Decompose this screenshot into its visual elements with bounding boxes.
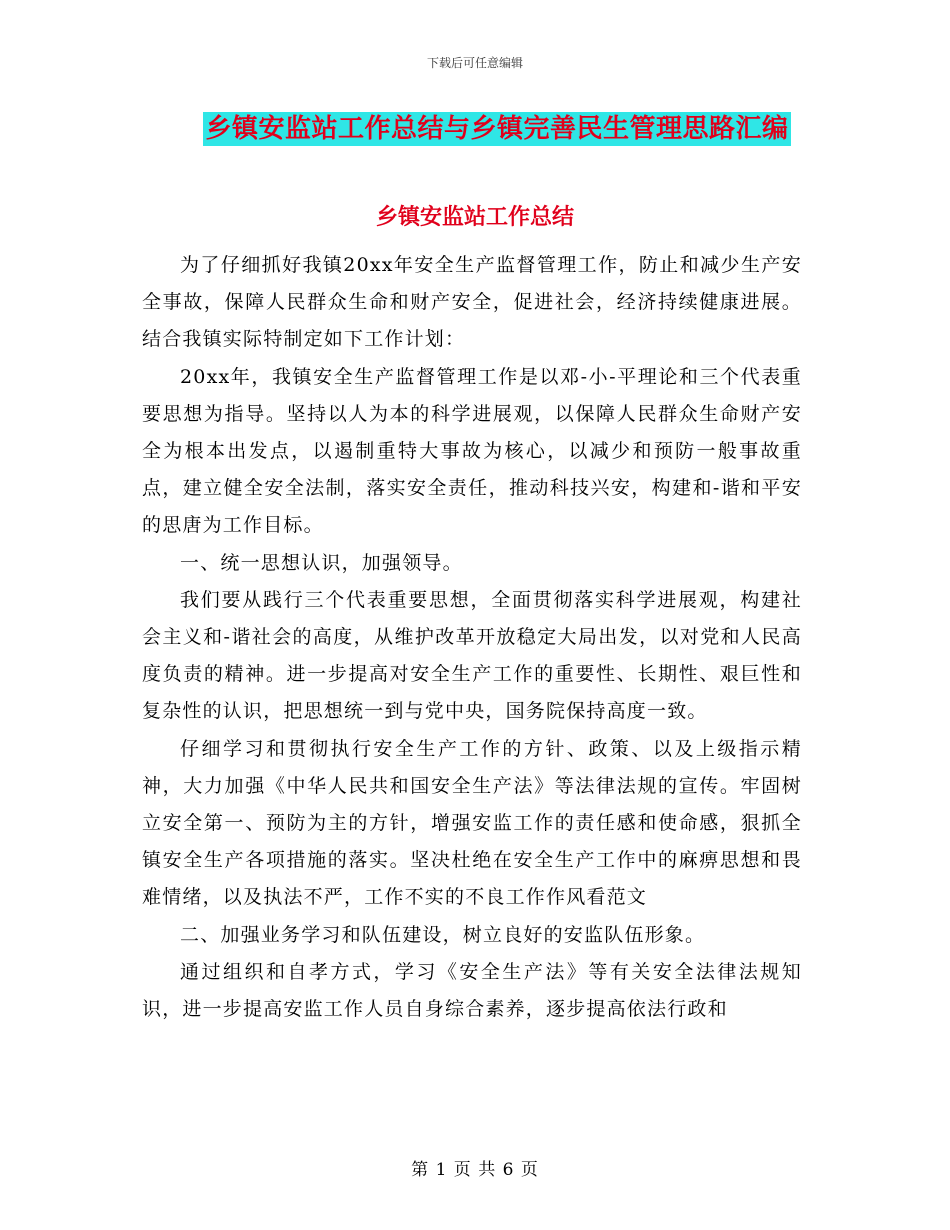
page-header-note: 下载后可任意编辑: [426, 56, 523, 70]
paragraph: 通过组织和自孝方式，学习《安全生产法》等有关安全法律法规知识，进一步提高安监工作人员自身综合素养，逐步提高依法行政和: [142, 960, 802, 1021]
paragraph: 我们要从践行三个代表重要思想，全面贯彻落实科学进展观，构建社会主义和-谐社会的高度，从维护改革开放稳定大局出发，以对党和人民高度负责的精神。进一步提高对安全生产工作的重要性、长期性、艰巨性和复杂性的认识，把思想统一到与党中央，国务院保持高度一致。: [142, 588, 802, 723]
document-title: 乡镇安监站工作总结与乡镇完善民生管理思路汇编: [205, 114, 789, 144]
paragraph: 仔细学习和贯彻执行安全生产工作的方针、政策、以及上级指示精神，大力加强《中华人民共和国安全生产法》等法律法规的宣传。牢固树立安全第一、预防为主的方针，增强安监工作的责任感和使命感，狠抓全镇安全生产各项措施的落实。坚决杜绝在安全生产工作中的麻痹思想和畏难情绪，以及执法不严，工作不实的不良工作作风看范文: [142, 737, 802, 909]
section-title: 乡镇安监站工作总结: [375, 205, 574, 230]
document-title-container: [0, 112, 950, 146]
document-body: [142, 247, 802, 1028]
paragraph: 20xx年，我镇安全生产监督管理工作是以邓-小-平理论和三个代表重要思想为指导。坚持以人为本的科学进展观，以保障人民群众生命财产安全为根本出发点，以遏制重特大事故为核心，以减少和预防一般事故重点，建立健全安全法制，落实安全责任，推动科技兴安，构建和-谐和平安的思唐为工作目标。: [142, 365, 802, 537]
paragraph: 为了仔细抓好我镇20xx年安全生产监督管理工作，防止和减少生产安全事故，保障人民群众生命和财产安全，促进社会，经济持续健康进展。结合我镇实际特制定如下工作计划：: [142, 254, 802, 351]
paragraph-heading: 二、加强业务学习和队伍建设，树立良好的安监队伍形象。: [180, 923, 706, 946]
page-number: 第 1 页 共 6 页: [411, 1160, 539, 1180]
paragraph-heading: 一、统一思想认识，加强领导。: [180, 551, 463, 574]
